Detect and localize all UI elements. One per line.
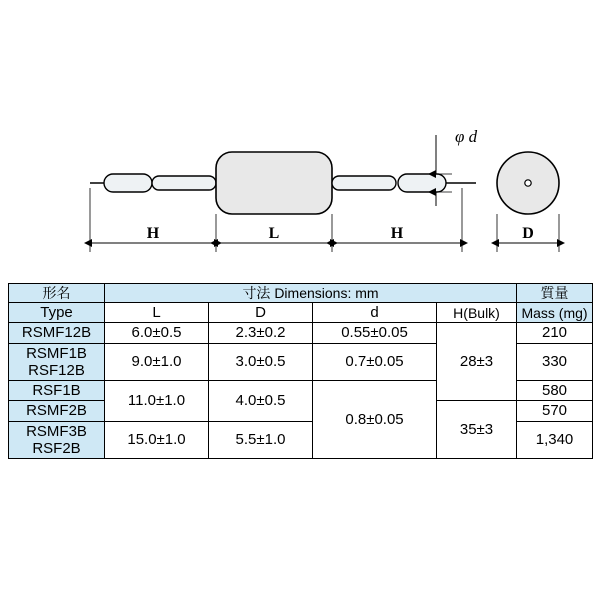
header-mass-jp: 質量 bbox=[517, 284, 593, 303]
row2-dd: 0.7±0.05 bbox=[313, 343, 437, 381]
row2-mass: 330 bbox=[517, 343, 593, 381]
row5-type-line1: RSMF3B bbox=[26, 422, 87, 440]
right-lead-inner bbox=[332, 176, 396, 190]
d-label: D bbox=[522, 225, 534, 242]
row5-d: 5.5±1.0 bbox=[209, 421, 313, 459]
h-bulk-35: 35±3 bbox=[437, 401, 517, 459]
header-mass-en: Mass (mg) bbox=[517, 303, 593, 323]
end-view-lead-dot bbox=[525, 180, 531, 186]
row4-type: RSMF2B bbox=[9, 401, 105, 421]
row1-l: 6.0±0.5 bbox=[105, 323, 209, 343]
phi-d-label: φ d bbox=[455, 127, 478, 146]
left-lead-segment bbox=[104, 174, 152, 192]
header-type-en: Type bbox=[9, 303, 105, 323]
row5-l: 15.0±1.0 bbox=[105, 421, 209, 459]
h-right-label: H bbox=[390, 225, 404, 242]
row5-mass: 1,340 bbox=[517, 421, 593, 459]
row1-mass: 210 bbox=[517, 323, 593, 343]
row3-type: RSF1B bbox=[9, 381, 105, 401]
dimensions-table-wrapper bbox=[8, 283, 592, 459]
row1-dd: 0.55±0.05 bbox=[313, 323, 437, 343]
header-col-dd: d bbox=[313, 303, 437, 323]
row3-mass: 580 bbox=[517, 381, 593, 401]
row3-l: 11.0±1.0 bbox=[105, 381, 209, 422]
row2-type bbox=[9, 343, 105, 381]
row2-d: 3.0±0.5 bbox=[209, 343, 313, 381]
table-header-row-1 bbox=[9, 284, 593, 303]
h-bulk-28: 28±3 bbox=[437, 323, 517, 401]
header-col-h: H(Bulk) bbox=[437, 303, 517, 323]
left-lead-inner bbox=[152, 176, 216, 190]
component-drawing bbox=[0, 0, 600, 278]
l-label: L bbox=[268, 225, 280, 242]
header-col-l: L bbox=[105, 303, 209, 323]
table-row bbox=[9, 323, 593, 343]
row3-dd: 0.8±0.05 bbox=[313, 381, 437, 459]
right-lead-segment bbox=[398, 174, 446, 192]
dimensions-table bbox=[8, 283, 593, 459]
row3-d: 4.0±0.5 bbox=[209, 381, 313, 422]
table-header-row-2 bbox=[9, 303, 593, 323]
row2-type-line1: RSMF1B bbox=[26, 344, 87, 362]
row2-l: 9.0±1.0 bbox=[105, 343, 209, 381]
row1-type: RSMF12B bbox=[9, 323, 105, 343]
resistor-body bbox=[216, 152, 332, 214]
row1-d: 2.3±0.2 bbox=[209, 323, 313, 343]
h-left-label: H bbox=[146, 225, 160, 242]
header-col-d: D bbox=[209, 303, 313, 323]
row4-mass: 570 bbox=[517, 401, 593, 421]
row2-type-line2: RSF12B bbox=[28, 361, 85, 379]
header-dimensions: 寸法 Dimensions: mm bbox=[105, 284, 517, 303]
row5-type-line2: RSF2B bbox=[32, 439, 81, 457]
row5-type bbox=[9, 421, 105, 459]
header-type-jp: 形名 bbox=[9, 284, 105, 303]
